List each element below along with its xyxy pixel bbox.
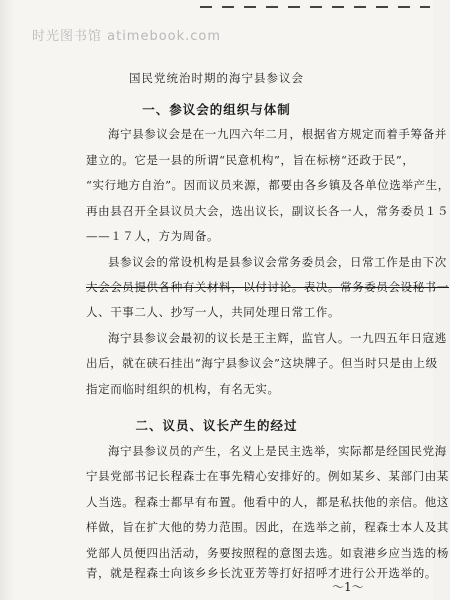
paragraph-line: “实行地方自治”。因而议员来源，都要由各乡镇及各单位选举产生， [86, 178, 450, 192]
page-number: ～1～ [332, 580, 364, 594]
top-dashed-rule [200, 6, 430, 8]
paragraph-line: 县参议会的常设机构是县参议会常务委员会，日常工作是由下次 [108, 255, 447, 269]
paragraph-line: 样做，旨在扩大他的势力范围。因此，在选举之前，程森士本人及其 [86, 520, 449, 534]
paragraph-line: 人当选。程森士都早有布置。他看中的人，都是私扶他的亲信。他这 [86, 495, 449, 509]
paragraph-line: 党部人员便四出活动，务要按照程的意图去选。如袁港乡应当选的杨 [86, 546, 449, 560]
paragraph-line-struck: 大会会员提供各种有关材料，以付讨论。表决。常务委员会设秘书一 [86, 280, 449, 294]
paragraph-line: 海宁县参议会是在一九四六年二月，根据省方规定而着手筹备并 [108, 127, 447, 141]
paragraph-line: 再由县召开全县议员大会，选出议长，副议长各一人，常务委员１５ [86, 204, 449, 218]
paragraph-line: 宁县党部书记长程森士在事先精心安排好的。例如某乡、某部门由某 [86, 469, 449, 483]
paragraph-line: 人、干事二人、抄写一人，共同处理日常工作。 [86, 305, 341, 319]
section-heading-organization: 一、参议会的组织与体制 [142, 102, 291, 117]
paragraph-line: 青，就是程森士向该乡乡长沈亚芳等打好招呼才进行公开选举的。 [86, 566, 437, 580]
paragraph-line: 海宁县参议员的产生，名义上是民主选举，实际都是经国民党海 [108, 444, 447, 458]
page-edge-shadow [0, 0, 14, 600]
document-title: 国民党统治时期的海宁县参议会 [129, 71, 304, 85]
paragraph-line: 海宁县参议会最初的议长是王主辉，监官人。一九四五年日寇逃 [108, 331, 447, 345]
watermark: 时光图书馆 atimebook.com [32, 29, 222, 44]
paragraph-line: ——１７人，方为周备。 [86, 229, 220, 243]
paragraph-line: 出后，就在硖石挂出“海宁县参议会”这块牌子。但当时只是由上级 [86, 356, 438, 370]
section-heading-election: 二、议员、议长产生的经过 [135, 418, 298, 433]
paragraph-line: 建立的。它是一县的所谓“民意机构”，旨在标榜“还政于民”， [86, 153, 415, 167]
paragraph-line: 指定而临时组织的机构，有名无实。 [86, 382, 280, 396]
